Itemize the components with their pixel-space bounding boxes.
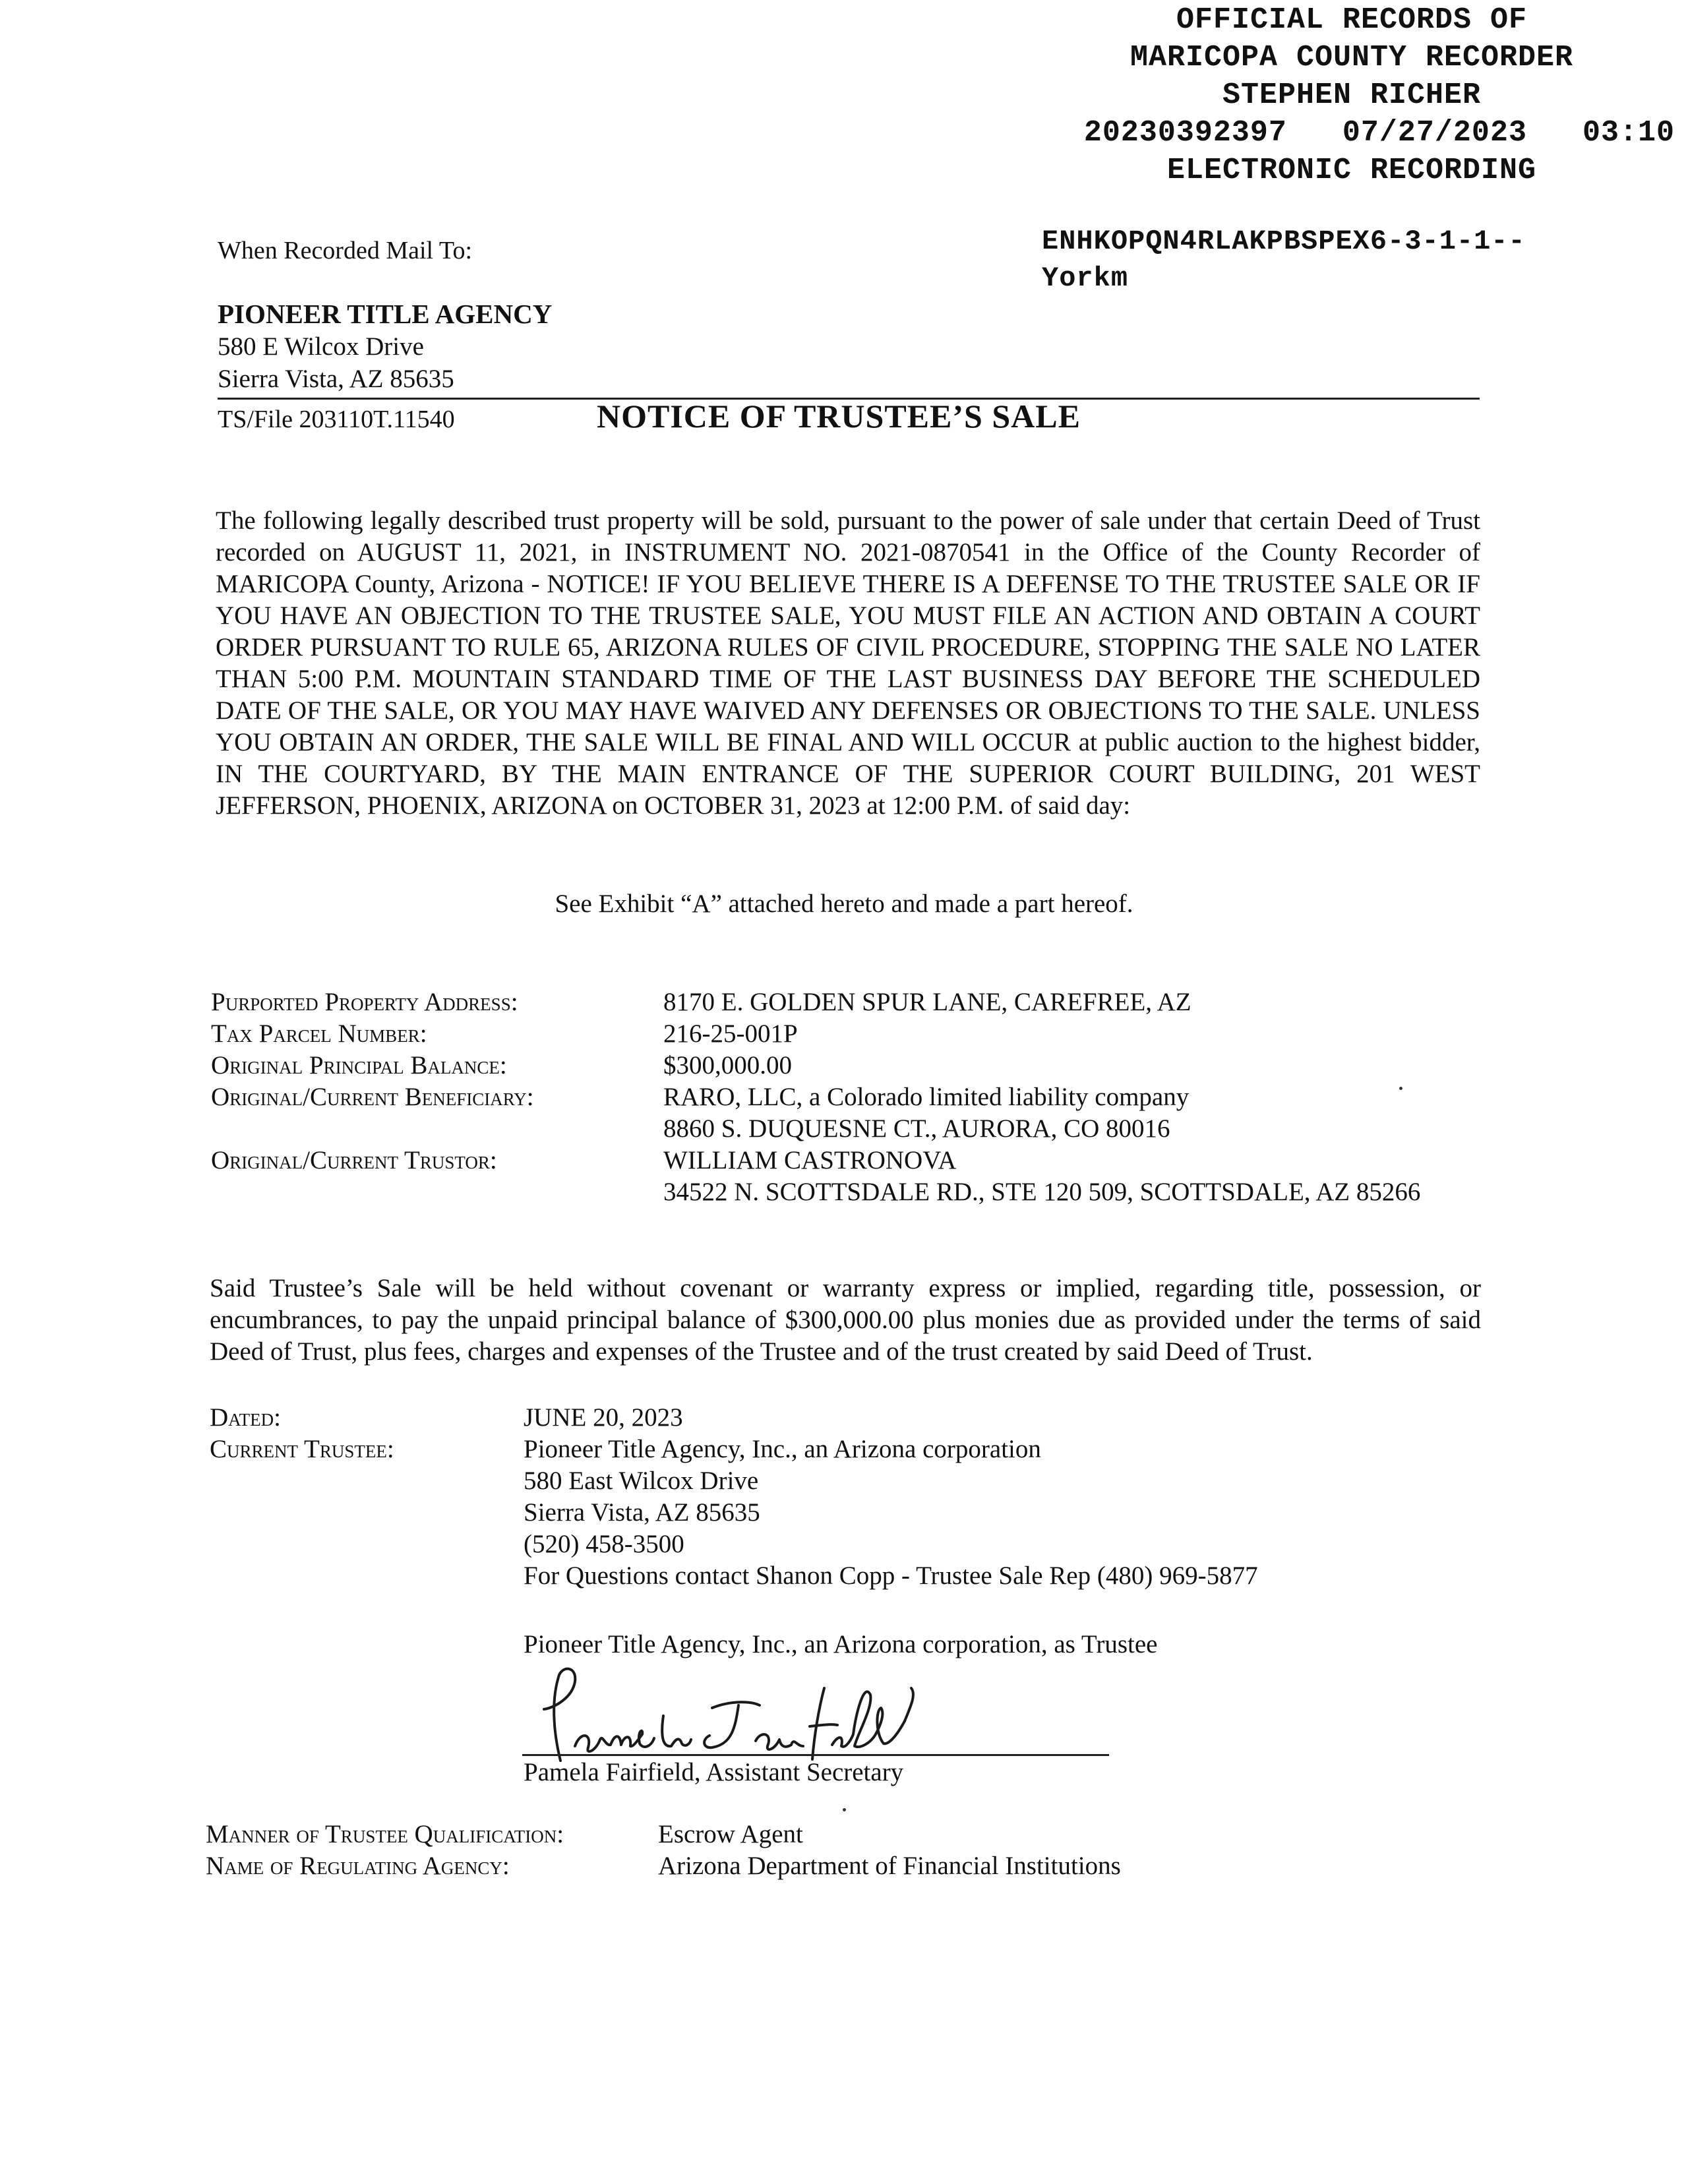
property-address-label: Purported Property Address:	[211, 988, 518, 1016]
scan-speck	[1399, 1087, 1402, 1090]
dated-value: JUNE 20, 2023	[524, 1403, 683, 1432]
recording-number: 20230392397	[1083, 116, 1287, 150]
manner-label: Manner of Trustee Qualification:	[206, 1820, 564, 1848]
regulating-agency-label: Name of Regulating Agency:	[206, 1852, 510, 1880]
recorder-stamp	[1029, 1, 1675, 189]
manner-value: Escrow Agent	[658, 1820, 803, 1848]
document-code	[1042, 223, 1526, 297]
document-title: NOTICE OF TRUSTEE’S SALE	[597, 398, 1081, 435]
principal-balance-value: $300,000.00	[663, 1051, 792, 1079]
exhibit-reference: See Exhibit “A” attached hereto and made a part hereof.	[555, 890, 1133, 918]
sale-terms-paragraph: Said Trustee’s Sale will be held without covenant or warranty express or implied, regarding title, possession, or encumbrances, to pay the unpaid principal balance of $300,000.00 plus monies due as provided under the terms of said Deed of Trust, plus fees, charges and expenses of the Trustee and of the trust created by said Deed of Trust.	[210, 1274, 1481, 1366]
trustor-label: Original/Current Trustor:	[211, 1146, 497, 1174]
stamp-recording-line	[1029, 114, 1675, 152]
return-address	[218, 298, 552, 395]
notice-paragraph: The following legally described trust property will be sold, pursuant to the power of sale under that certain Deed of Trust recorded on AUGUST 11, 2021, in INSTRUMENT NO. 2021-0870541 in the Office of the County Recorder of MARICOPA County, Arizona - NOTICE! IF YOU BELIEVE THERE IS A DEFENSE TO THE TRUSTEE SALE OR IF YOU HAVE AN OBJECTION TO THE TRUSTEE SALE, YOU MUST FILE AN ACTION AND OBTAIN A COURT ORDER PURSUANT TO RULE 65, ARIZONA RULES OF CIVIL PROCEDURE, STOPPING THE SALE NO LATER THAN 5:00 P.M. MOUNTAIN STANDARD TIME OF THE LAST BUSINESS DAY BEFORE THE SCHEDULED DATE OF THE SALE, OR YOU MAY HAVE WAIVED ANY DEFENSES OR OBJECTIONS TO THE SALE. UNLESS YOU OBTAIN AN ORDER, THE SALE WILL BE FINAL AND WILL OCCUR at public auction to the highest bidder, IN THE COURTYARD, BY THE MAIN ENTRANCE OF THE SUPERIOR COURT BUILDING, 201 WEST JEFFERSON, PHOENIX, ARIZONA on OCTOBER 31, 2023 at 12:00 P.M. of said day:	[216, 506, 1480, 820]
return-street: 580 E Wilcox Drive	[218, 332, 424, 361]
signature-line	[522, 1754, 1109, 1756]
signer-name: Pamela Fairfield, Assistant Secretary	[524, 1758, 904, 1786]
return-city: Sierra Vista, AZ 85635	[218, 365, 454, 393]
ts-file-number: TS/File 203110T.11540	[218, 406, 455, 433]
mail-to-label: When Recorded Mail To:	[218, 237, 473, 264]
trustee-name: Pioneer Title Agency, Inc., an Arizona corporation	[524, 1435, 1041, 1463]
document-code-line-2: Yorkm	[1042, 262, 1129, 294]
current-trustee-label: Current Trustee:	[210, 1435, 394, 1463]
property-details	[211, 986, 1490, 1224]
trustor-address: 34522 N. SCOTTSDALE RD., STE 120 509, SCOTTSDALE, AZ 85266	[663, 1178, 1421, 1206]
trustee-phone: (520) 458-3500	[524, 1530, 684, 1558]
trustee-block	[210, 1402, 1397, 1639]
beneficiary-label: Original/Current Beneficiary:	[211, 1083, 534, 1111]
stamp-line-1: OFFICIAL RECORDS OF	[1176, 3, 1528, 37]
handwritten-signature	[514, 1662, 936, 1767]
property-address-value: 8170 E. GOLDEN SPUR LANE, CAREFREE, AZ	[663, 988, 1191, 1016]
stamp-line-5: ELECTRONIC RECORDING	[1166, 154, 1537, 187]
trustee-street: 580 East Wilcox Drive	[524, 1467, 759, 1495]
stamp-line-3: STEPHEN RICHER	[1222, 78, 1482, 112]
recording-time: 03:10	[1582, 116, 1675, 150]
trustee-contact: For Questions contact Shanon Copp - Trustee Sale Rep (480) 969-5877	[524, 1562, 1258, 1590]
regulating-agency-value: Arizona Department of Financial Institutions	[658, 1852, 1121, 1880]
beneficiary-name: RARO, LLC, a Colorado limited liability company	[663, 1083, 1190, 1111]
dated-label: Dated:	[210, 1403, 281, 1432]
principal-balance-label: Original Principal Balance:	[211, 1051, 507, 1079]
parcel-number-label: Tax Parcel Number:	[211, 1019, 427, 1048]
document-code-line-1: ENHKOPQN4RLAKPBSPEX6-3-1-1--	[1042, 226, 1526, 257]
recording-date: 07/27/2023	[1342, 116, 1527, 150]
trustor-name: WILLIAM CASTRONOVA	[663, 1146, 957, 1174]
as-trustee-text: Pioneer Title Agency, Inc., an Arizona corporation, as Trustee	[524, 1630, 1158, 1658]
scan-speck-2	[843, 1808, 846, 1811]
parcel-number-value: 216-25-001P	[663, 1019, 798, 1048]
beneficiary-address: 8860 S. DUQUESNE CT., AURORA, CO 80016	[663, 1114, 1170, 1143]
stamp-line-2: MARICOPA COUNTY RECORDER	[1130, 41, 1574, 75]
return-company: PIONEER TITLE AGENCY	[218, 299, 553, 329]
trustee-city: Sierra Vista, AZ 85635	[524, 1498, 760, 1527]
qualification-block	[206, 1819, 1393, 1891]
